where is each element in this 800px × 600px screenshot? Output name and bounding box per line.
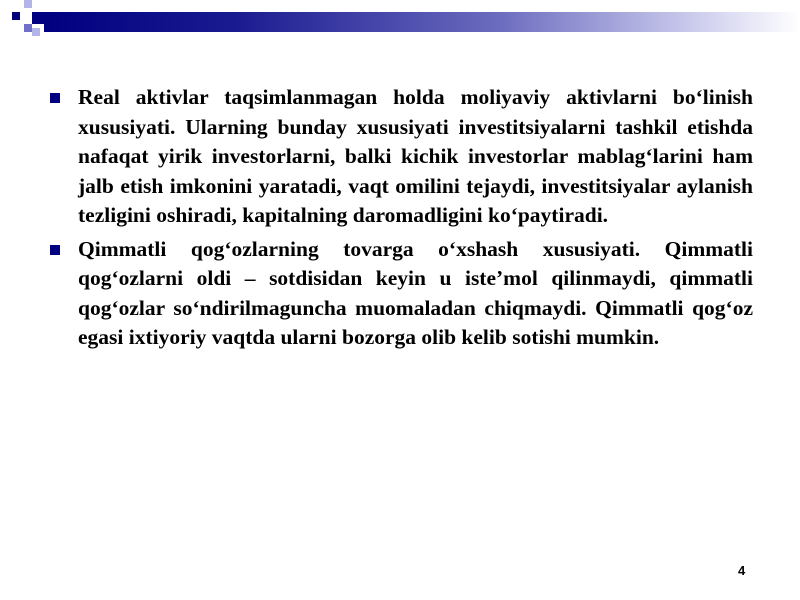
square-bullet-icon [50,93,60,103]
header-square-3 [32,12,44,24]
header-square-2 [24,0,32,8]
header-square-5 [32,28,40,36]
header-square-4 [24,24,32,32]
bullet-item-2 [50,235,753,353]
bullet-text: Real aktivlar taqsimlanmagan holda moliyaviy aktivlarni bo‘linish xususiyati. Ularning bunday xususiyati investitsiyalarni tashkil etishda nafaqat yirik investorlarni, balki kichik investorlar mablag‘larini ham jalb etish imkonini yaratadi, vaqt omilini tejaydi, investitsiyalar aylanish tezligini oshiradi, kapitalning daromadligini ko‘paytiradi. [78,85,753,227]
bullet-text: Qimmatli qog‘ozlarning tovarga o‘xshash xususiyati. Qimmatli qog‘ozlarni oldi – sotdisidan keyin u iste’mol qilinmaydi, qimmatli qog‘ozlar so‘ndirilmaguncha muomaladan chiqmaydi. Qimmatli qog‘oz egasi ixtiyoriy vaqtda ularni bozorga olib kelib sotishi mumkin. [78,236,753,349]
slide-body [50,83,753,357]
page-number: 4 [738,563,746,578]
header-decoration [0,0,800,50]
bullet-item-1 [50,83,753,231]
header-square-1 [12,12,20,20]
square-bullet-icon [50,245,60,255]
header-gradient-bar [44,12,800,32]
